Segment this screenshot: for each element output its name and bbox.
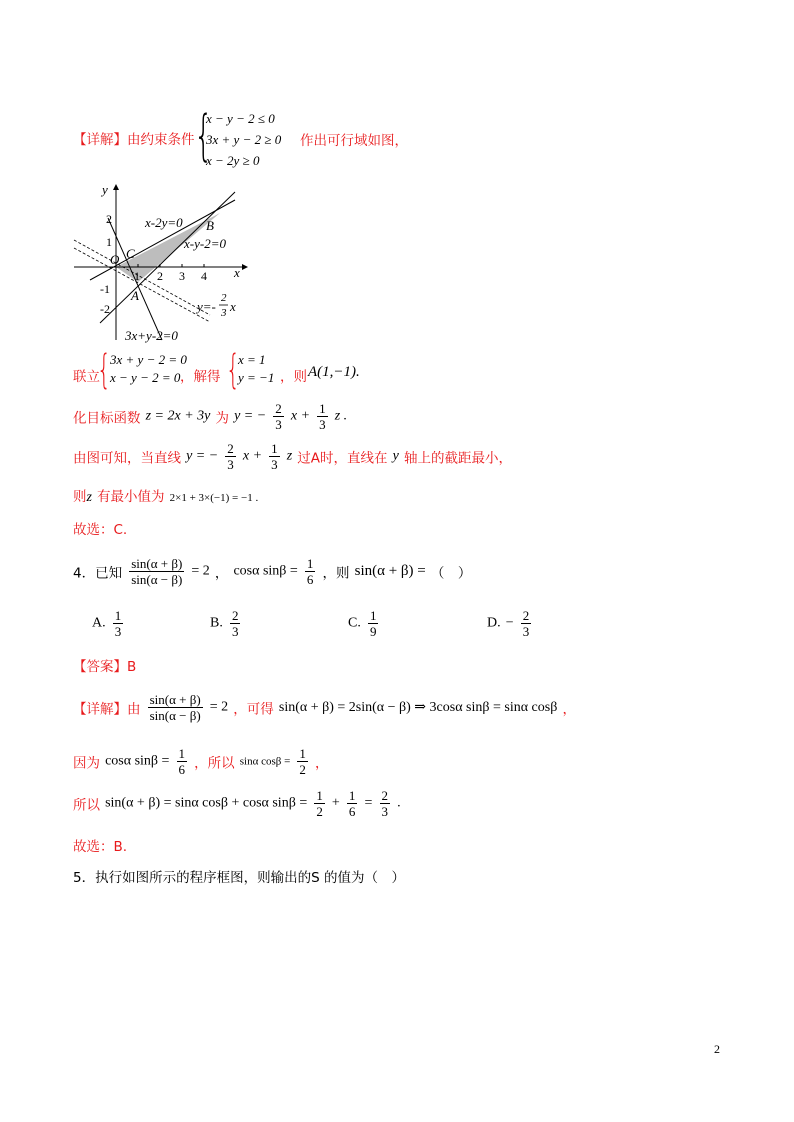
gc-b: x + xyxy=(242,448,263,464)
q4-frac xyxy=(129,556,184,587)
d3-frac2 xyxy=(347,788,358,819)
obj-frac-1 xyxy=(273,401,284,432)
option-c-den: 9 xyxy=(369,624,377,639)
obj-frac-2 xyxy=(317,401,328,432)
dashed-label-rhs: x xyxy=(230,299,236,314)
d2-mid: ，所以 xyxy=(194,755,235,772)
constraint-2: 3x + y − 2 ≥ 0 xyxy=(206,132,282,147)
intro-text: 由约束条件 xyxy=(127,132,195,148)
q4-ask: ，则 xyxy=(322,565,350,582)
obj-c: z . xyxy=(334,408,348,424)
d2-den2: 2 xyxy=(299,762,306,777)
q4-option-a[interactable] xyxy=(92,608,125,644)
x-tick-1: 1 xyxy=(134,269,140,283)
d3-end: . xyxy=(397,795,401,811)
q4-option-b[interactable] xyxy=(210,608,242,644)
sys1-eq2: x − y − 2 = 0 xyxy=(110,370,181,385)
option-d-num: 2 xyxy=(522,608,530,623)
option-d-frac xyxy=(521,608,532,639)
option-a-den: 3 xyxy=(114,624,122,639)
d3-f1n: 1 xyxy=(316,788,323,803)
q4-target: sin(α + β) = xyxy=(354,563,426,579)
dashed-label-num: 2 xyxy=(221,292,227,304)
y-tick-neg1: -1 xyxy=(100,282,110,296)
d1-pre: 由 xyxy=(127,701,141,718)
option-a-frac xyxy=(113,608,124,639)
q4-choice: 故选：B. xyxy=(73,839,128,855)
sys2-eq1: x = 1 xyxy=(238,352,266,367)
option-a-num: 1 xyxy=(114,608,122,623)
obj-frac-2-den: 3 xyxy=(319,417,326,432)
d2-end: ， xyxy=(315,755,329,772)
constraint-lines xyxy=(206,108,281,171)
constraint-3: x − 2y ≥ 0 xyxy=(206,153,260,168)
obj-frac-2-num: 1 xyxy=(319,401,326,416)
option-d-den: 3 xyxy=(522,624,530,639)
q4-cond-frac xyxy=(305,556,316,587)
option-b-num: 2 xyxy=(231,608,239,623)
option-a-label: A. xyxy=(92,615,106,631)
y-axis-label: y xyxy=(102,182,108,197)
d3-f2d: 6 xyxy=(348,804,356,819)
d3-f2n: 1 xyxy=(348,788,356,803)
q4-frac-num: sin(α + β) xyxy=(131,556,183,571)
solve-system-1: { xyxy=(97,347,111,393)
q4-detail-1 xyxy=(73,692,576,728)
solve-line-mid: ，解得 xyxy=(180,369,221,385)
q4-cond: cosα sinβ = xyxy=(233,563,298,579)
gc-frac-1-num: 2 xyxy=(227,441,234,456)
option-d-label: D. xyxy=(487,615,501,631)
feasible-region-graph xyxy=(70,180,250,345)
d3-expr: sin(α + β) = sinα cosβ + cosα sinβ = xyxy=(105,795,308,811)
objective-line xyxy=(73,401,347,435)
obj-frac-1-num: 2 xyxy=(275,401,282,416)
obj-a: y = − xyxy=(234,408,267,424)
option-b-frac xyxy=(230,608,241,639)
gc-post: 过A时，直线在 xyxy=(297,450,388,467)
x-tick-4: 4 xyxy=(201,269,207,283)
sol3-choice: 故选：C. xyxy=(73,522,128,538)
intro-after: 作出可行域如图， xyxy=(300,133,408,149)
x-tick-3: 3 xyxy=(179,269,185,283)
d3-pre: 所以 xyxy=(73,797,100,814)
d2-expr: cosα sinβ = xyxy=(105,753,170,769)
min-pre: 则 xyxy=(73,489,87,505)
q4-cond-num: 1 xyxy=(306,556,314,571)
d1-frac-den: sin(α − β) xyxy=(149,708,201,723)
sys2-eq2: y = −1 xyxy=(238,370,275,385)
y-tick-1: 1 xyxy=(106,235,112,249)
point-c-label: C xyxy=(126,246,135,261)
min-z: z xyxy=(86,490,92,505)
q4-answer xyxy=(73,655,136,675)
answer-tag: 【答案】 xyxy=(73,659,127,675)
obj-mid: 为 xyxy=(215,410,229,427)
d1-expr: sin(α + β) = 2sin(α − β) ⇒ 3cosα sinβ = sinα cosβ xyxy=(278,700,558,715)
min-value-line xyxy=(73,485,258,506)
option-c-frac xyxy=(368,608,379,639)
point-a-result: A(1,−1). xyxy=(308,364,360,380)
option-b-den: 3 xyxy=(231,624,239,639)
gc-pre: 由图可知，当直线 xyxy=(73,450,181,467)
q4-number: 4．已知 xyxy=(73,565,123,582)
d1-tag: 【详解】 xyxy=(73,701,127,718)
solve-line-post: ，则 xyxy=(280,369,307,385)
page-number: 2 xyxy=(714,1042,720,1056)
q4-detail-2 xyxy=(73,746,329,782)
d2-frac2 xyxy=(297,746,308,777)
x-tick-2: 2 xyxy=(157,269,163,283)
gc-frac-2 xyxy=(269,441,280,472)
gc-frac-1-den: 3 xyxy=(227,457,234,472)
point-b-label: B xyxy=(206,218,214,233)
q4-detail-3 xyxy=(73,788,401,824)
y-tick-neg2: -2 xyxy=(100,302,110,316)
gc-frac-1 xyxy=(225,441,236,472)
d3-plus: + xyxy=(331,795,340,811)
min-mid: 有最小值为 xyxy=(97,489,165,505)
d3-eq: = xyxy=(364,795,373,811)
dashed-label-den: 3 xyxy=(221,307,227,319)
option-d-sign: − xyxy=(505,615,514,631)
solve-system-1-lines xyxy=(110,351,187,387)
q4-cond-den: 6 xyxy=(306,572,314,587)
d3-f3d: 3 xyxy=(381,804,388,819)
obj-function: z = 2x + 3y xyxy=(145,408,211,424)
graph-conclusion-line xyxy=(73,441,512,475)
q4-stem xyxy=(73,556,471,592)
solve-system-2-lines xyxy=(238,351,274,387)
y-tick-2: 2 xyxy=(106,212,112,226)
d2-den: 6 xyxy=(178,762,186,777)
constraint-1: x − y − 2 ≤ 0 xyxy=(206,111,275,126)
d3-frac3 xyxy=(380,788,391,819)
point-a-label: A xyxy=(131,288,139,303)
option-c-label: C. xyxy=(348,615,361,631)
d2-pre: 因为 xyxy=(73,755,100,772)
label-x-y-2: x-y-2=0 xyxy=(184,236,226,251)
d2-expr2: sinα cosβ = xyxy=(239,755,291,768)
gc-frac-2-den: 3 xyxy=(271,457,278,472)
d3-f1d: 2 xyxy=(316,804,323,819)
d3-frac1 xyxy=(314,788,325,819)
q4-option-c[interactable] xyxy=(348,608,380,644)
obj-b: x + xyxy=(290,408,311,424)
left-brace: { xyxy=(194,104,213,167)
d1-frac-num: sin(α + β) xyxy=(149,692,201,707)
gc-c: z xyxy=(286,448,293,464)
min-expr: 2×1 + 3×(−1) = −1 . xyxy=(169,492,259,504)
answer-value: B xyxy=(127,659,137,675)
origin-label: O xyxy=(110,252,120,267)
label-x-2y: x-2y=0 xyxy=(145,215,183,230)
label-3x-y-2: 3x+y-2=0 xyxy=(125,328,178,343)
option-c-num: 1 xyxy=(369,608,377,623)
q4-paren: （ ） xyxy=(430,565,472,582)
detail-tag: 【详解】 xyxy=(73,132,127,148)
obj-pre: 化目标函数 xyxy=(73,410,141,427)
d3-f3n: 2 xyxy=(381,788,388,803)
solve-line-pre: 联立 xyxy=(73,369,100,385)
d2-frac xyxy=(177,746,188,777)
d1-mid: ，可得 xyxy=(233,701,274,718)
option-b-label: B. xyxy=(210,615,223,631)
q5-stem: 5．执行如图所示的程序框图，则输出的S 的值为（ ） xyxy=(73,870,405,886)
gc-frac-2-num: 1 xyxy=(271,441,278,456)
x-axis-label: x xyxy=(234,265,240,280)
gc-y: y xyxy=(392,448,399,464)
d2-num: 1 xyxy=(178,746,186,761)
d1-eq: = 2 xyxy=(209,699,229,715)
d2-num2: 1 xyxy=(299,746,306,761)
solve-system-2: { xyxy=(226,347,240,393)
sys1-eq1: 3x + y − 2 = 0 xyxy=(110,352,187,367)
q4-eq2: = 2 xyxy=(191,563,210,579)
q4-comma: ， xyxy=(214,565,229,582)
q4-frac-den: sin(α − β) xyxy=(131,572,183,587)
q4-option-d[interactable] xyxy=(487,608,533,644)
gc-post2: 轴上的截距最小， xyxy=(403,450,512,467)
d1-frac xyxy=(148,692,203,723)
obj-frac-1-den: 3 xyxy=(275,417,282,432)
gc-a: y = − xyxy=(186,448,219,464)
dashed-line-label-lhs: y=- xyxy=(197,299,216,314)
d1-end: ， xyxy=(562,701,576,718)
